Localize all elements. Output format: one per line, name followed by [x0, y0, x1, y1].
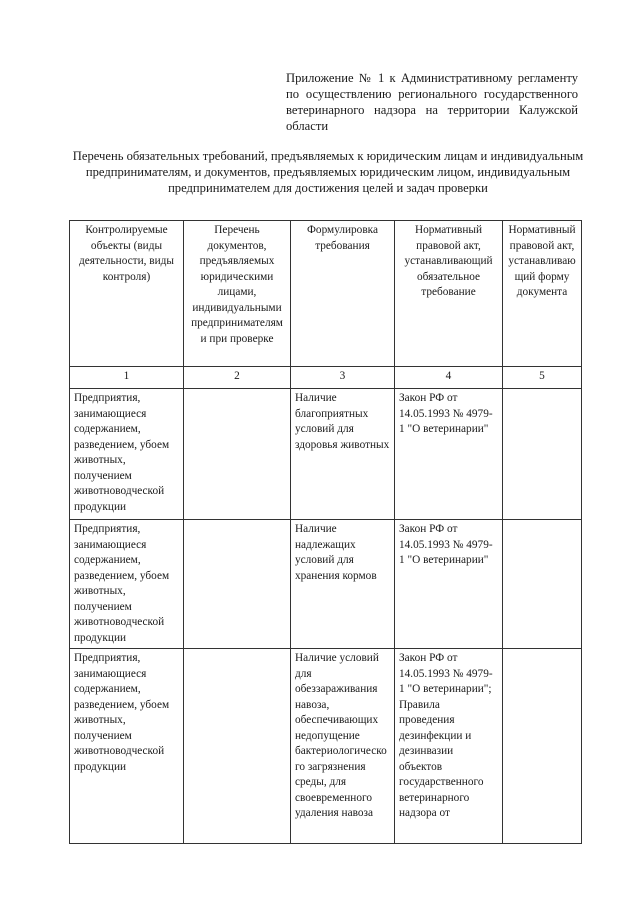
- cell-requirement: Наличие благоприятных условий для здоровья животных: [291, 389, 395, 520]
- cell-documents: [184, 649, 291, 844]
- table-number-row: [70, 367, 582, 389]
- cell-object: Предприятия, занимающиеся содержанием, разведением, убоем животных, получением животноводческой продукции: [70, 389, 184, 520]
- column-number: 5: [503, 367, 582, 389]
- header-requirement: Формулировка требования: [291, 221, 395, 367]
- cell-documents: [184, 389, 291, 520]
- table-header-row: [70, 221, 582, 367]
- header-documents: Перечень документов, предъявляемых юридическими лицами, индивидуальными предпринимателям и при проверке: [184, 221, 291, 367]
- cell-object: Предприятия, занимающиеся содержанием, разведением, убоем животных, получением животноводческой продукции: [70, 520, 184, 649]
- cell-requirement: Наличие условий для обеззараживания навоза, обеспечивающих недопущение бактериологическо го загрязнения среды, для своевременного удаления навоза: [291, 649, 395, 844]
- header-normative-act: Нормативный правовой акт, устанавливающий обязательное требование: [395, 221, 503, 367]
- appendix-caption: Приложение № 1 к Административному регламенту по осуществлению регионального государственного ветеринарного надзора на территории Калужской области: [286, 71, 578, 133]
- cell-form-act: [503, 520, 582, 649]
- column-number: 2: [184, 367, 291, 389]
- cell-documents: [184, 520, 291, 649]
- cell-object: Предприятия, занимающиеся содержанием, разведением, убоем животных, получением животноводческой продукции: [70, 649, 184, 844]
- table-row: [70, 649, 582, 844]
- cell-act: Закон РФ от 14.05.1993 № 4979-1 "О ветеринарии": [395, 389, 503, 520]
- header-objects: Контролируемые объекты (виды деятельности, виды контроля): [70, 221, 184, 367]
- table-row: [70, 520, 582, 649]
- document-title: Перечень обязательных требований, предъявляемых к юридическим лицам и индивидуальным предпринимателям, и документов, предъявляемых юридическим лицом, индивидуальным предпринимателем для достижения целей и задач проверки: [72, 149, 584, 195]
- header-form-act: Нормативный правовой акт, устанавливаю щий форму документа: [503, 221, 582, 367]
- cell-requirement: Наличие надлежащих условий для хранения кормов: [291, 520, 395, 649]
- cell-form-act: [503, 649, 582, 844]
- cell-act: Закон РФ от 14.05.1993 № 4979-1 "О ветеринарии": [395, 520, 503, 649]
- column-number: 4: [395, 367, 503, 389]
- column-number: 3: [291, 367, 395, 389]
- requirements-table: [69, 220, 582, 844]
- column-number: 1: [70, 367, 184, 389]
- cell-act: Закон РФ от 14.05.1993 № 4979-1 "О ветеринарии"; Правила проведения дезинфекции и дезинвазии объектов государственного ветеринарного надзора от: [395, 649, 503, 844]
- cell-form-act: [503, 389, 582, 520]
- table-row: [70, 389, 582, 520]
